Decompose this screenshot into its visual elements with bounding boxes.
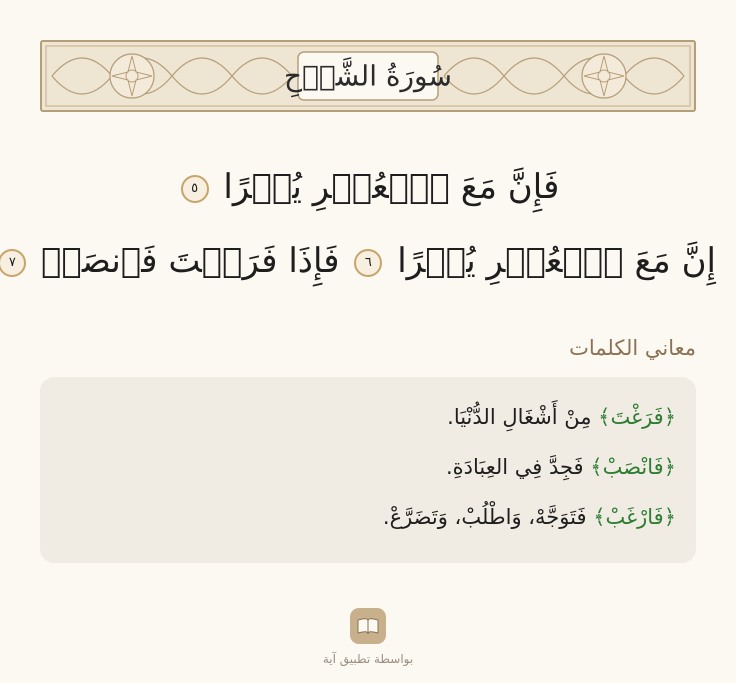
surah-banner [40,40,696,112]
meaning-text: فَتَوَجَّهْ، وَاطْلُبْ، وَتَضَرَّعْ. [382,505,587,529]
meanings-title: معاني الكلمات [569,336,696,360]
meanings-card [40,377,696,563]
verse-line-1 [20,150,716,224]
meaning-row [447,405,676,429]
meaning-text: مِنْ أَشْغَالِ الدُّنْيَا. [447,405,592,429]
surah-title: سُورَةُ الشَّرۡحِ [284,59,452,93]
meaning-row [446,455,676,479]
meaning-word: ﴿فَرَغْتَ﴾ [598,405,676,429]
ayah-number-marker: ٧ [0,249,26,277]
verses-block [8,150,716,298]
book-glyph [350,608,386,644]
meaning-text: فَجِدَّ فِي العِبَادَةِ. [445,455,584,479]
verse-text: فَإِنَّ مَعَ ٱلۡعُسۡرِ يُسۡرًا [223,167,560,207]
quran-book-icon[interactable] [350,608,386,644]
verse-text: إِنَّ مَعَ ٱلۡعُسۡرِ يُسۡرًا [397,241,716,281]
ayah-number-marker: ٥ [181,175,209,203]
meaning-word: ﴿فَارْغَبْ﴾ [593,505,676,529]
ayah-number-marker: ٦ [354,249,382,277]
meaning-word: ﴿فَانْصَبْ﴾ [590,455,676,479]
verse-text: فَإِذَا فَرَغۡتَ فَٱنصَبۡ [41,241,340,281]
meaning-row [383,505,676,529]
verse-line-2 [8,224,716,298]
footer-text: بواسطة تطبيق آية [322,652,414,666]
